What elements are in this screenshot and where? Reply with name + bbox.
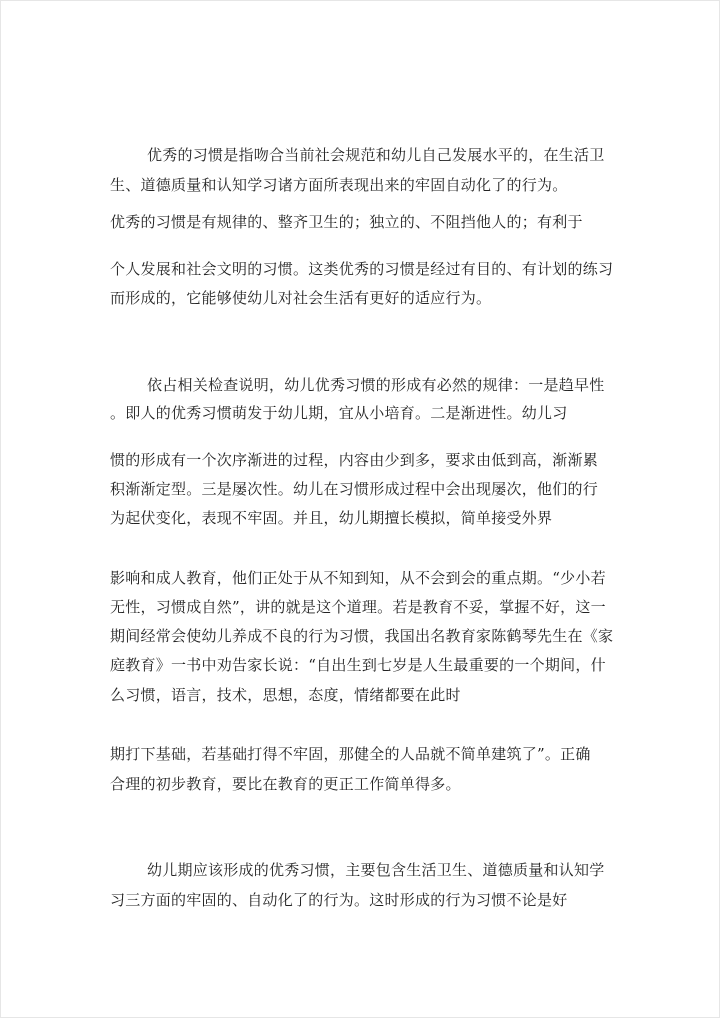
text-line: 惯的形成有一个次序渐进的过程，内容由少到多，要求由低到高，渐渐累	[110, 451, 599, 469]
text-line: 优秀的习惯是指吻合当前社会规范和幼儿自己发展水平的，在生活卫	[147, 146, 605, 164]
text-line: 庭教育》一书中劝告家长说：“自出生到七岁是人生最重要的一个期间，什	[110, 656, 606, 674]
text-line: 积渐渐定型。三是屡次性。幼儿在习惯形成过程中会出现屡次，他们的行	[110, 480, 599, 498]
text-line: 期打下基础，若基础打得不牢固，那健全的人品就不简单建筑了”。正确	[110, 745, 591, 763]
text-line: 期间经常会使幼儿养成不良的行为习惯，我国出名教育家陈鹤琴先生在《家	[110, 627, 614, 645]
text-line: 个人发展和社会文明的习惯。这类优秀的习惯是经过有目的、有计划的练习	[110, 260, 614, 278]
text-line: 影响和成人教育，他们正处于从不知到知，从不会到会的重点期。“少小若	[110, 569, 606, 587]
text-line: 合理的初步教育，要比在教育的更正工作简单得多。	[110, 775, 461, 793]
text-line: 。即人的优秀习惯萌发于幼儿期，宜从小培育。二是渐进性。幼儿习	[110, 404, 568, 422]
text-line: 习三方面的牢固的、自动化了的行为。这时形成的行为习惯不论是好	[110, 891, 568, 909]
text-line: 依占相关检查说明，幼儿优秀习惯的形成有必然的规律：一是趋早性	[147, 376, 605, 394]
text-line: 么习惯，语言，技术，思想，态度，情绪都要在此时	[110, 686, 461, 704]
text-line: 优秀的习惯是有规律的、整齐卫生的；独立的、不阻挡他人的；有利于	[110, 213, 583, 231]
text-line: 而形成的，它能够使幼儿对社会生活有更好的适应行为。	[110, 289, 492, 307]
text-line: 为起伏变化，表现不牢固。并且，幼儿期擅长模拟，简单接受外界	[110, 509, 553, 527]
text-line: 无性，习惯成自然”，讲的就是这个道理。若是教育不妥，掌握不好，这一	[110, 598, 606, 616]
text-line: 幼儿期应该形成的优秀习惯，主要包含生活卫生、道德质量和认知学	[147, 861, 605, 879]
text-line: 生、道德质量和认知学习诸方面所表现出来的牢固自动化了的行为。	[110, 176, 568, 194]
